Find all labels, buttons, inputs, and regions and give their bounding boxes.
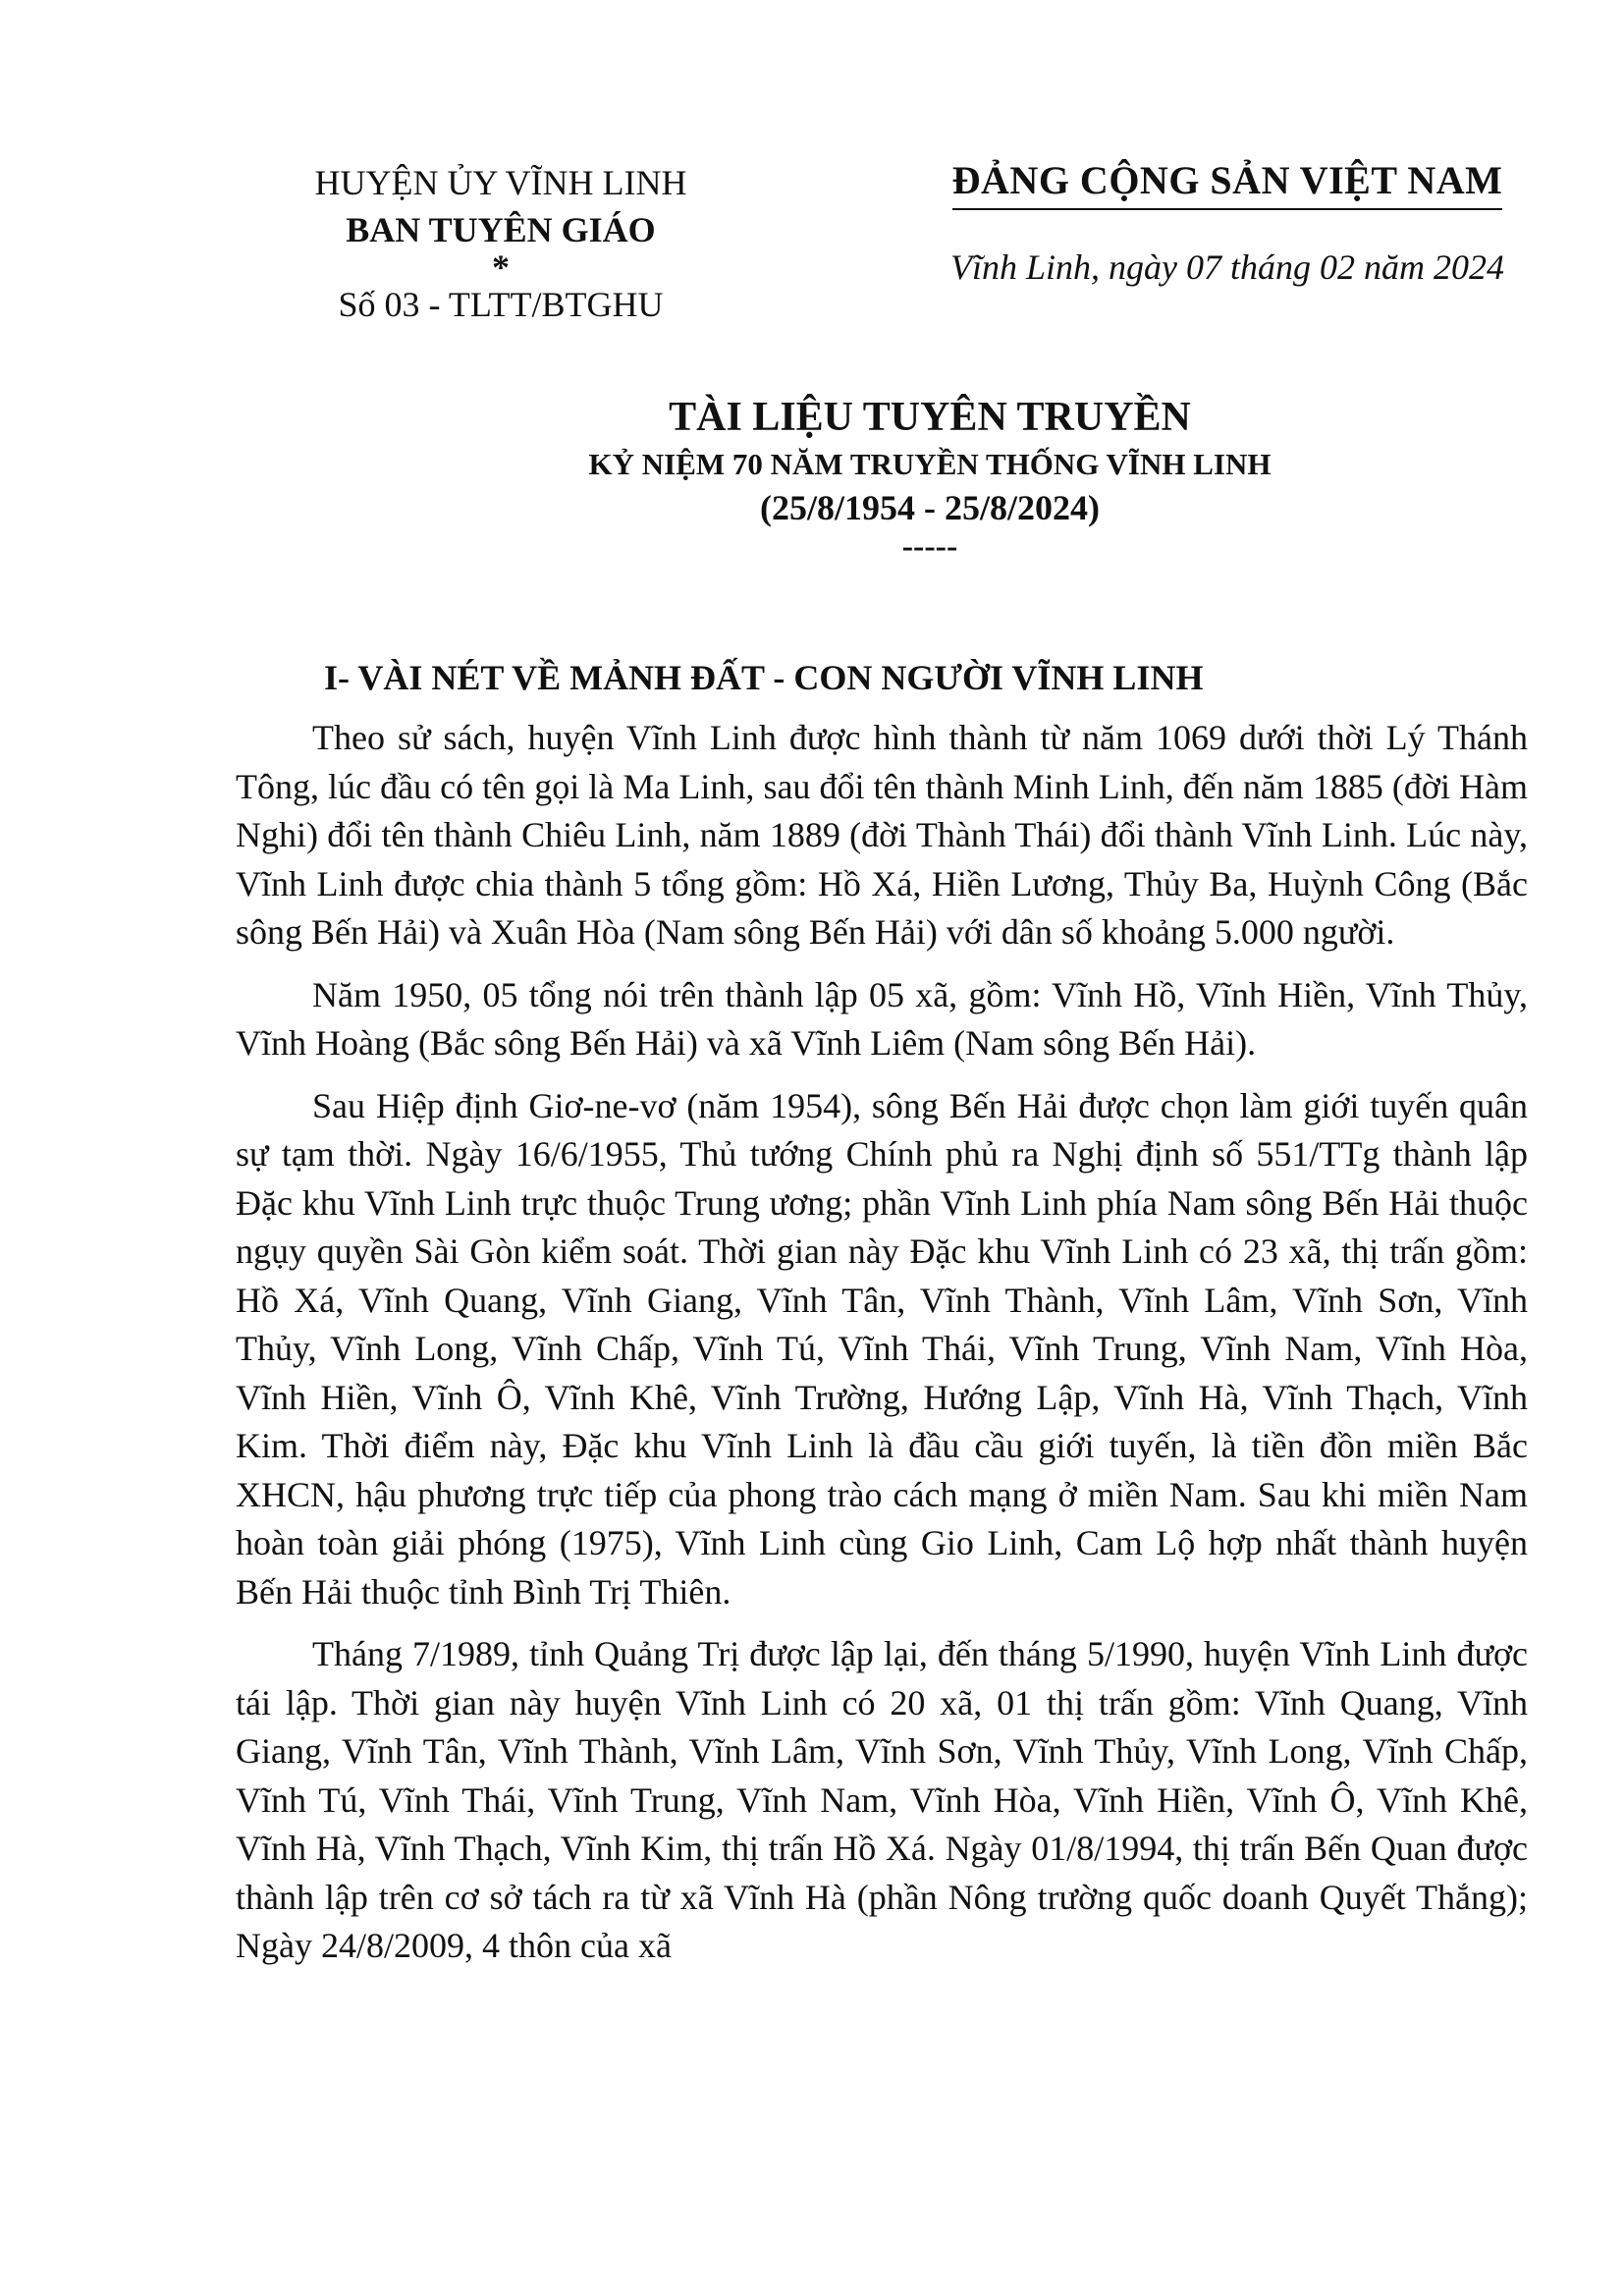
document-title-block: [0, 391, 1624, 564]
org-line-2: BAN TUYÊN GIÁO: [346, 210, 656, 249]
document-number: Số 03 - TLTT/BTGHU: [338, 285, 664, 324]
section-heading: I- VÀI NÉT VỀ MẢNH ĐẤT - CON NGƯỜI VĨNH LINH: [324, 658, 1204, 697]
place-date: Vĩnh Linh, ngày 07 tháng 02 năm 2024: [950, 247, 1504, 287]
paragraph: Năm 1950, 05 tổng nói trên thành lập 05 xã, gồm: Vĩnh Hồ, Vĩnh Hiền, Vĩnh Thủy, Vĩnh Hoàng (Bắc sông Bến Hải) và xã Vĩnh Liêm (Nam sông Bến Hải).: [236, 974, 1528, 1063]
party-header-block: [884, 155, 1571, 291]
paragraph: Theo sử sách, huyện Vĩnh Linh được hình thành từ năm 1069 dưới thời Lý Thánh Tông, lúc đầu có tên gọi là Ma Linh, sau đổi tên thành Minh Linh, đến năm 1885 (đời Hàm Nghi) đổi tên thành Chiêu Linh, năm 1889 (đời Thành Thái) đổi thành Vĩnh Linh. Lúc này, Vĩnh Linh được chia thành 5 tổng gồm: Hồ Xá, Hiền Lương, Thủy Ba, Huỳnh Công (Bắc sông Bến Hải) và Xuân Hòa (Nam sông Bến Hải) với dân số khoảng 5.000 người.: [236, 718, 1528, 952]
body-text: [236, 714, 1528, 1985]
party-name: ĐẢNG CỘNG SẢN VIỆT NAM: [951, 158, 1503, 202]
title-separator: -----: [901, 528, 958, 565]
issuing-authority-block: [295, 159, 707, 328]
star-separator: *: [492, 247, 510, 287]
paragraph: Sau Hiệp định Giơ-ne-vơ (năm 1954), sông Bến Hải được chọn làm giới tuyến quân sự tạm thời. Ngày 16/6/1955, Thủ tướng Chính phủ ra Nghị định số 551/TTg thành lập Đặc khu Vĩnh Linh trực thuộc Trung ương; phần Vĩnh Linh phía Nam sông Bến Hải thuộc ngụy quyền Sài Gòn kiểm soát. Thời gian này Đặc khu Vĩnh Linh có 23 xã, thị trấn gồm: Hồ Xá, Vĩnh Quang, Vĩnh Giang, Vĩnh Tân, Vĩnh Thành, Vĩnh Lâm, Vĩnh Sơn, Vĩnh Thủy, Vĩnh Long, Vĩnh Chấp, Vĩnh Tú, Vĩnh Thái, Vĩnh Trung, Vĩnh Nam, Vĩnh Hòa, Vĩnh Hiền, Vĩnh Ô, Vĩnh Khê, Vĩnh Trường, Hướng Lập, Vĩnh Hà, Vĩnh Thạch, Vĩnh Kim. Thời điểm này, Đặc khu Vĩnh Linh là đầu cầu giới tuyến, là tiền đồn miền Bắc XHCN, hậu phương trực tiếp của phong trào cách mạng ở miền Nam. Sau khi miền Nam hoàn toàn giải phóng (1975), Vĩnh Linh cùng Gio Linh, Cam Lộ hợp nhất thành huyện Bến Hải thuộc tỉnh Bình Trị Thiên.: [236, 1085, 1528, 1612]
org-line-1: HUYỆN ỦY VĨNH LINH: [314, 163, 687, 202]
document-date-range: (25/8/1954 - 25/8/2024): [760, 488, 1100, 527]
document-subtitle: KỶ NIỆM 70 NĂM TRUYỀN THỐNG VĨNH LINH: [588, 447, 1272, 481]
party-name-underline: [952, 208, 1502, 210]
paragraph: Tháng 7/1989, tỉnh Quảng Trị được lập lại, đến tháng 5/1990, huyện Vĩnh Linh được tái lập. Thời gian này huyện Vĩnh Linh có 20 xã, 01 thị trấn gồm: Vĩnh Quang, Vĩnh Giang, Vĩnh Tân, Vĩnh Thành, Vĩnh Lâm, Vĩnh Sơn, Vĩnh Thủy, Vĩnh Long, Vĩnh Chấp, Vĩnh Tú, Vĩnh Thái, Vĩnh Trung, Vĩnh Nam, Vĩnh Hòa, Vĩnh Hiền, Vĩnh Ô, Vĩnh Khê, Vĩnh Hà, Vĩnh Thạch, Vĩnh Kim, thị trấn Hồ Xá. Ngày 01/8/1994, thị trấn Bến Quan được thành lập trên cơ sở tách ra từ xã Vĩnh Hà (phần Nông trường quốc doanh Quyết Thắng); Ngày 24/8/2009, 4 thôn của xã: [236, 1634, 1528, 1965]
document-title: TÀI LIỆU TUYÊN TRUYỀN: [669, 395, 1191, 440]
